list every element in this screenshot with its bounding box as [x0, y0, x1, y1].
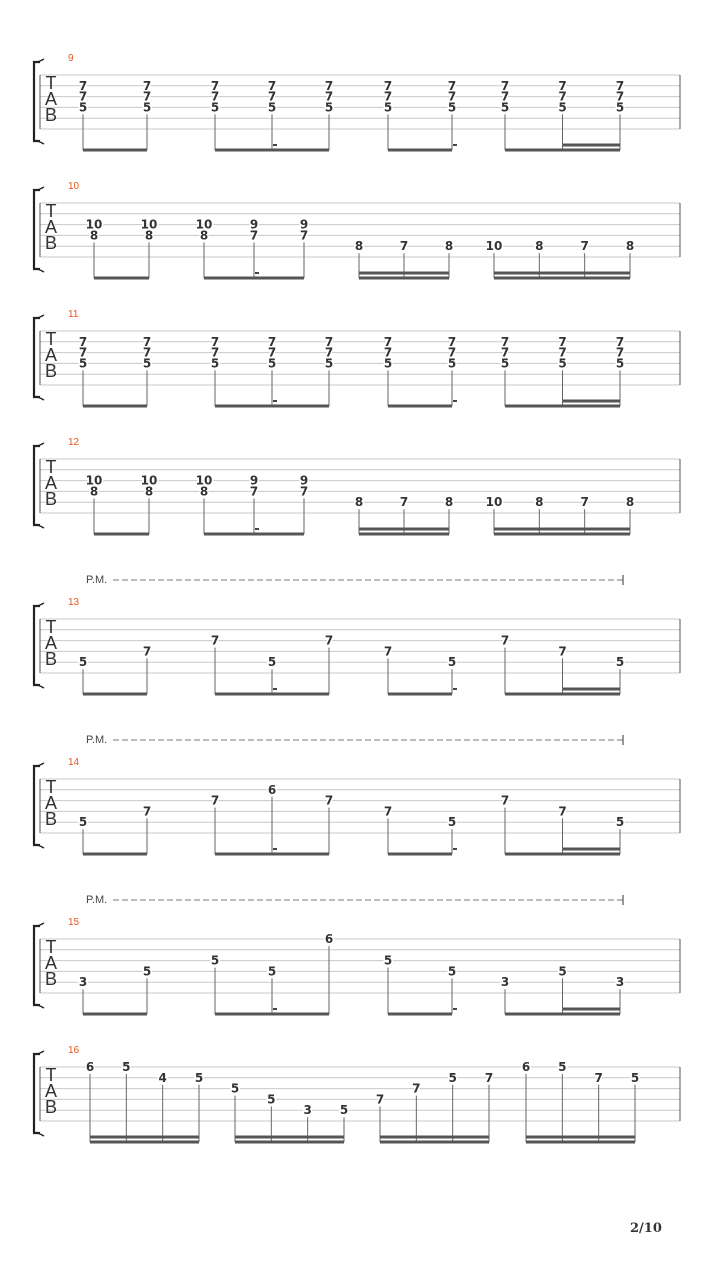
note-beam	[380, 1141, 489, 1144]
tab-system-15	[34, 894, 680, 1016]
rhythm-dot	[255, 272, 259, 274]
tab-clef-letter: B	[44, 1097, 58, 1117]
fret-number: 8	[535, 239, 544, 254]
fret-number: 8	[199, 484, 209, 499]
fret-number: 6	[267, 782, 277, 797]
fret-number: 7	[383, 345, 393, 360]
fret-number: 7	[558, 345, 567, 360]
rhythm-dot	[453, 848, 457, 850]
bracket-hook-top	[34, 1051, 44, 1054]
system-bracket	[34, 62, 40, 141]
fret-number: 5	[78, 655, 88, 670]
fret-number: 10	[485, 239, 503, 254]
note-beam	[359, 533, 449, 536]
fret-number: 5	[630, 1070, 640, 1085]
note-beam	[83, 853, 147, 856]
fret-number: 5	[448, 1070, 457, 1085]
fret-number: 7	[615, 334, 625, 349]
rhythm-dot	[273, 1008, 277, 1010]
fret-number: 5	[267, 356, 277, 371]
palm-mute-label: P.M.	[86, 894, 108, 906]
fret-number: 7	[324, 334, 334, 349]
note-beam	[526, 1141, 635, 1144]
note-beam-partial	[563, 1008, 621, 1011]
fret-number: 4	[158, 1070, 167, 1085]
fret-number: 7	[210, 345, 220, 360]
fret-number: 8	[354, 495, 364, 510]
measure-number: 9	[68, 53, 74, 64]
tab-clef-letter: B	[44, 969, 58, 989]
note-beam	[235, 1141, 344, 1144]
fret-number: 5	[615, 356, 625, 371]
rhythm-dot	[453, 400, 457, 402]
fret-number: 8	[535, 495, 544, 510]
fret-number: 5	[558, 100, 567, 115]
tab-clef-letter: B	[44, 649, 58, 669]
note-beam-secondary	[494, 528, 630, 531]
tab-system-12	[34, 437, 680, 536]
fret-number: 5	[142, 100, 152, 115]
tab-clef-letter: T	[45, 937, 57, 957]
fret-number: 7	[615, 345, 625, 360]
fret-number: 7	[210, 633, 220, 648]
fret-number: 3	[78, 975, 88, 990]
fret-number: 9	[249, 217, 259, 232]
note-beam	[83, 1013, 147, 1016]
fret-number: 5	[447, 655, 457, 670]
fret-number: 7	[500, 89, 510, 104]
fret-number: 7	[142, 78, 152, 93]
bracket-hook-bottom	[34, 397, 44, 400]
note-beam-secondary	[235, 1136, 344, 1139]
fret-number: 7	[412, 1081, 421, 1096]
tab-system-10	[34, 181, 680, 280]
tab-system-9	[34, 53, 680, 152]
bracket-hook-bottom	[34, 845, 44, 848]
tab-clef-letter: B	[44, 489, 58, 509]
fret-number: 7	[142, 345, 152, 360]
system-bracket	[34, 926, 40, 1005]
fret-number: 5	[558, 356, 567, 371]
note-beam	[505, 149, 620, 152]
fret-number: 7	[249, 484, 259, 499]
fret-number: 5	[383, 953, 393, 968]
tab-clef-letter: A	[44, 633, 58, 653]
fret-number: 10	[195, 473, 213, 488]
fret-number: 7	[267, 89, 277, 104]
fret-number: 5	[122, 1060, 131, 1074]
bracket-hook-bottom	[34, 685, 44, 688]
system-bracket	[34, 446, 40, 525]
fret-number: 7	[142, 804, 152, 819]
fret-number: 5	[194, 1070, 204, 1085]
fret-number: 7	[324, 793, 334, 808]
fret-number: 5	[383, 100, 393, 115]
fret-number: 7	[500, 633, 510, 648]
rhythm-dot	[453, 688, 457, 690]
fret-number: 7	[558, 78, 567, 93]
tab-clef-letter: B	[44, 105, 58, 125]
fret-number: 7	[500, 334, 510, 349]
fret-number: 3	[500, 975, 510, 990]
fret-number: 7	[210, 334, 220, 349]
fret-number: 7	[299, 484, 309, 499]
bracket-hook-bottom	[34, 141, 44, 144]
fret-number: 7	[142, 644, 152, 659]
note-beam	[505, 405, 620, 408]
note-beam	[83, 149, 147, 152]
tab-clef-letter: A	[44, 1081, 58, 1101]
note-beam	[215, 693, 329, 696]
fret-number: 8	[625, 239, 635, 254]
fret-number: 7	[78, 345, 88, 360]
fret-number: 7	[78, 89, 88, 104]
note-beam	[204, 277, 304, 280]
fret-number: 5	[339, 1103, 349, 1118]
rhythm-dot	[255, 528, 259, 530]
fret-number: 3	[615, 975, 625, 990]
tab-system-11	[34, 309, 680, 408]
fret-number: 6	[85, 1060, 95, 1074]
rhythm-dot	[273, 400, 277, 402]
fret-number: 5	[383, 356, 393, 371]
note-beam-secondary	[380, 1136, 489, 1139]
fret-number: 7	[324, 89, 334, 104]
fret-number: 10	[140, 473, 158, 488]
measure-number: 13	[68, 597, 80, 608]
fret-number: 5	[558, 964, 567, 979]
fret-number: 10	[85, 217, 103, 232]
note-beam	[83, 693, 147, 696]
tab-clef-letter: A	[44, 345, 58, 365]
fret-number: 8	[144, 228, 154, 243]
fret-number: 7	[249, 228, 259, 243]
fret-number: 5	[500, 356, 510, 371]
fret-number: 5	[267, 1092, 276, 1107]
fret-number: 5	[210, 953, 220, 968]
note-beam	[94, 277, 149, 280]
tab-clef-letter: T	[45, 329, 57, 349]
fret-number: 9	[249, 473, 259, 488]
measure-number: 10	[68, 181, 80, 192]
fret-number: 8	[444, 239, 454, 254]
rhythm-dot	[453, 144, 457, 146]
fret-number: 7	[580, 239, 589, 254]
rhythm-dot	[273, 144, 277, 146]
fret-number: 7	[594, 1070, 603, 1085]
tab-system-14	[34, 734, 680, 856]
system-bracket	[34, 606, 40, 685]
bracket-hook-top	[34, 443, 44, 446]
fret-number: 5	[447, 356, 457, 371]
fret-number: 5	[78, 356, 88, 371]
fret-number: 7	[383, 644, 393, 659]
bracket-hook-top	[34, 59, 44, 62]
note-beam-secondary	[494, 272, 630, 275]
tab-clef-letter: T	[45, 1065, 57, 1085]
fret-number: 7	[267, 345, 277, 360]
fret-number: 8	[354, 239, 364, 254]
fret-number: 7	[615, 78, 625, 93]
bracket-hook-top	[34, 315, 44, 318]
fret-number: 8	[89, 228, 99, 243]
fret-number: 7	[558, 89, 567, 104]
fret-number: 7	[447, 89, 457, 104]
fret-number: 7	[324, 78, 334, 93]
bracket-hook-bottom	[34, 525, 44, 528]
tab-clef-letter: T	[45, 73, 57, 93]
fret-number: 7	[615, 89, 625, 104]
note-beam-partial	[563, 848, 621, 851]
system-bracket	[34, 766, 40, 845]
fret-number: 7	[500, 345, 510, 360]
fret-number: 5	[142, 964, 152, 979]
bracket-hook-top	[34, 187, 44, 190]
fret-number: 8	[199, 228, 209, 243]
note-beam	[494, 533, 630, 536]
page-number: 2/10	[630, 1221, 662, 1236]
note-beam-secondary	[359, 272, 449, 275]
note-beam-secondary	[90, 1136, 199, 1139]
fret-number: 7	[383, 89, 393, 104]
bracket-hook-top	[34, 923, 44, 926]
rhythm-dot	[273, 848, 277, 850]
fret-number: 7	[383, 334, 393, 349]
measure-number: 14	[68, 757, 80, 768]
note-beam-partial	[563, 400, 621, 403]
fret-number: 6	[324, 932, 334, 946]
fret-number: 7	[142, 334, 152, 349]
tab-clef-letter: A	[44, 793, 58, 813]
note-beam	[388, 149, 452, 152]
tab-clef-letter: T	[45, 457, 57, 477]
note-beam-secondary	[526, 1136, 635, 1139]
fret-number: 7	[383, 804, 393, 819]
tab-system-16	[34, 1045, 680, 1144]
fret-number: 5	[447, 815, 457, 830]
system-bracket	[34, 318, 40, 397]
tab-clef-letter: A	[44, 89, 58, 109]
fret-number: 7	[267, 334, 277, 349]
fret-number: 7	[324, 633, 334, 648]
tab-clef-letter: T	[45, 617, 57, 637]
fret-number: 10	[140, 217, 158, 232]
note-beam	[505, 1013, 620, 1016]
fret-number: 7	[500, 78, 510, 93]
fret-number: 7	[500, 793, 510, 808]
rhythm-dot	[453, 1008, 457, 1010]
fret-number: 10	[195, 217, 213, 232]
fret-number: 7	[399, 239, 409, 254]
fret-number: 5	[615, 655, 625, 670]
fret-number: 3	[303, 1103, 312, 1118]
fret-number: 8	[625, 495, 635, 510]
fret-number: 5	[230, 1081, 240, 1096]
bracket-hook-bottom	[34, 1005, 44, 1008]
palm-mute-label: P.M.	[86, 734, 108, 746]
fret-number: 7	[484, 1070, 494, 1085]
tab-clef-letter: B	[44, 361, 58, 381]
measure-number: 11	[68, 309, 79, 320]
measure-number: 15	[68, 917, 80, 928]
fret-number: 7	[210, 78, 220, 93]
note-beam	[388, 853, 452, 856]
fret-number: 10	[485, 495, 503, 510]
note-beam	[90, 1141, 199, 1144]
note-beam	[388, 693, 452, 696]
fret-number: 10	[85, 473, 103, 488]
fret-number: 7	[375, 1092, 385, 1107]
fret-number: 7	[447, 334, 457, 349]
fret-number: 9	[299, 473, 309, 488]
measure-number: 12	[68, 437, 80, 448]
fret-number: 5	[267, 655, 277, 670]
fret-number: 7	[580, 495, 589, 510]
fret-number: 5	[267, 100, 277, 115]
fret-number: 5	[324, 356, 334, 371]
note-beam	[204, 533, 304, 536]
fret-number: 7	[210, 89, 220, 104]
fret-number: 7	[324, 345, 334, 360]
fret-number: 7	[383, 78, 393, 93]
tab-system-13	[34, 574, 680, 696]
fret-number: 5	[210, 356, 220, 371]
fret-number: 7	[558, 644, 567, 659]
fret-number: 5	[558, 1060, 567, 1074]
fret-number: 7	[558, 334, 567, 349]
fret-number: 5	[142, 356, 152, 371]
fret-number: 5	[500, 100, 510, 115]
fret-number: 8	[144, 484, 154, 499]
note-beam	[359, 277, 449, 280]
fret-number: 7	[267, 78, 277, 93]
fret-number: 9	[299, 217, 309, 232]
note-beam	[215, 405, 329, 408]
palm-mute-label: P.M.	[86, 574, 108, 586]
fret-number: 7	[210, 793, 220, 808]
fret-number: 7	[399, 495, 409, 510]
bracket-hook-bottom	[34, 269, 44, 272]
tab-clef-letter: T	[45, 777, 57, 797]
note-beam	[505, 693, 620, 696]
fret-number: 5	[267, 964, 277, 979]
note-beam	[83, 405, 147, 408]
bracket-hook-top	[34, 763, 44, 766]
fret-number: 7	[142, 89, 152, 104]
note-beam	[388, 1013, 452, 1016]
fret-number: 7	[78, 78, 88, 93]
note-beam-secondary	[359, 528, 449, 531]
fret-number: 7	[558, 804, 567, 819]
tab-clef-letter: A	[44, 953, 58, 973]
tab-clef-letter: B	[44, 233, 58, 253]
fret-number: 5	[78, 815, 88, 830]
note-beam	[388, 405, 452, 408]
fret-number: 5	[615, 100, 625, 115]
note-beam	[505, 853, 620, 856]
tab-clef-letter: A	[44, 473, 58, 493]
tab-clef-letter: T	[45, 201, 57, 221]
note-beam	[94, 533, 149, 536]
fret-number: 7	[447, 345, 457, 360]
fret-number: 7	[447, 78, 457, 93]
tab-clef-letter: B	[44, 809, 58, 829]
rhythm-dot	[273, 688, 277, 690]
note-beam-partial	[563, 144, 621, 147]
tab-clef-letter: A	[44, 217, 58, 237]
bracket-hook-bottom	[34, 1133, 44, 1136]
fret-number: 8	[89, 484, 99, 499]
fret-number: 5	[324, 100, 334, 115]
fret-number: 5	[615, 815, 625, 830]
fret-number: 7	[78, 334, 88, 349]
fret-number: 5	[447, 964, 457, 979]
note-beam	[494, 277, 630, 280]
fret-number: 8	[444, 495, 454, 510]
system-bracket	[34, 1054, 40, 1133]
measure-number: 16	[68, 1045, 80, 1056]
fret-number: 7	[299, 228, 309, 243]
note-beam	[215, 853, 329, 856]
fret-number: 5	[447, 100, 457, 115]
fret-number: 5	[78, 100, 88, 115]
fret-number: 5	[210, 100, 220, 115]
system-bracket	[34, 190, 40, 269]
note-beam	[215, 1013, 329, 1016]
fret-number: 6	[521, 1060, 531, 1074]
note-beam	[215, 149, 329, 152]
note-beam-partial	[563, 688, 621, 691]
bracket-hook-top	[34, 603, 44, 606]
